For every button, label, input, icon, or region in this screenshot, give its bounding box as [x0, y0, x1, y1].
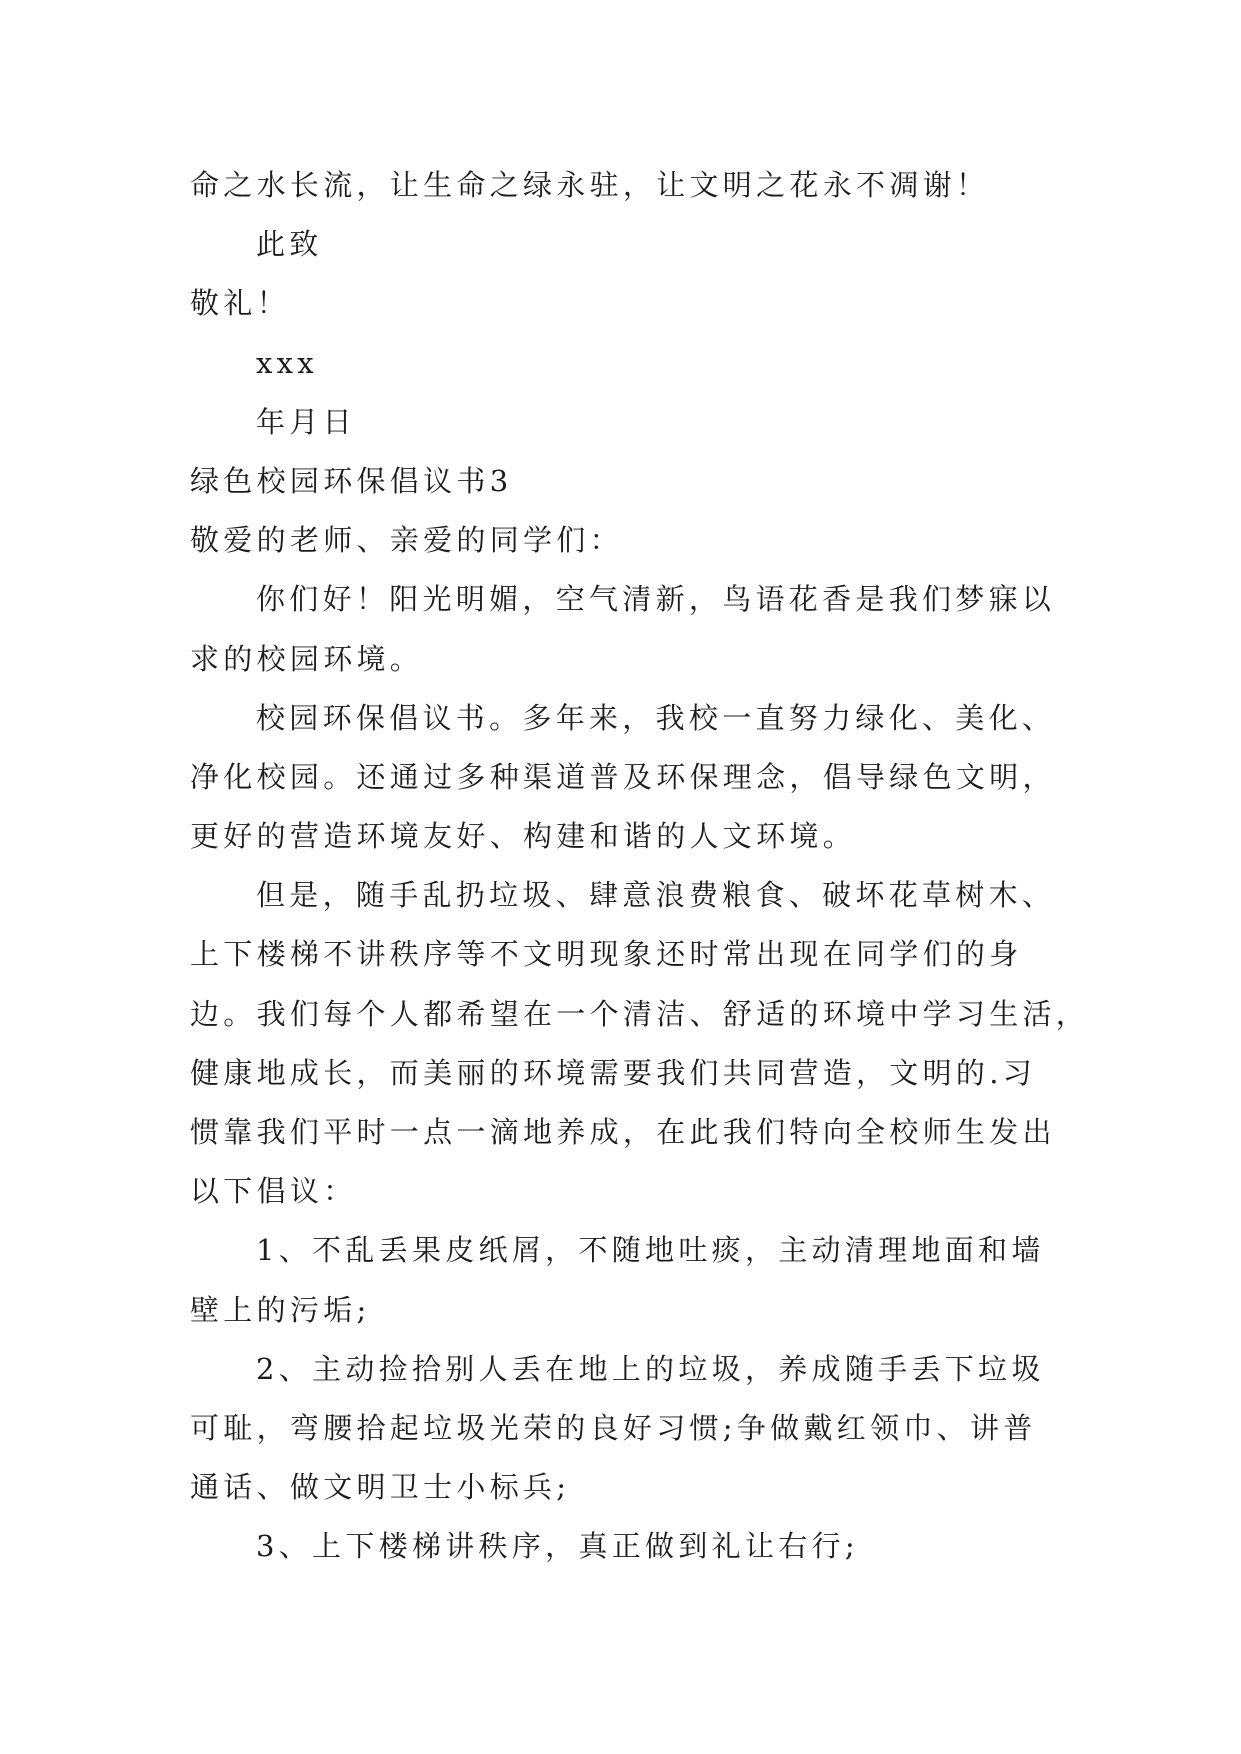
closing-salutation-line-1: 此致 [256, 227, 323, 262]
paragraph-line: 更好的营造环境友好、构建和谐的人文环境。 [190, 819, 857, 854]
proposal-item-2 [190, 1340, 1110, 1518]
paragraph-line: 但是，随手乱扔垃圾、肆意浪费粮食、破坏花草树木、 [256, 878, 1056, 913]
proposal-item-3 [190, 1517, 1110, 1576]
paragraph-line: 你们好！阳光明媚，空气清新，鸟语花香是我们梦寐以 [256, 582, 1056, 617]
paragraph-problems [190, 866, 1110, 1221]
proposal-line: 2、主动捡拾别人丢在地上的垃圾，养成随手丢下垃圾 [256, 1351, 1045, 1386]
paragraph-line: 健康地成长，而美丽的环境需要我们共同营造，文明的.习 [190, 1055, 1037, 1090]
date-line: 年月日 [256, 404, 356, 439]
paragraph-line: 校园环保倡议书。多年来，我校一直努力绿化、美化、 [256, 700, 1056, 735]
proposal-line: 可耻，弯腰拾起垃圾光荣的良好习惯;争做戴红领巾、讲普 [190, 1410, 1037, 1445]
paragraph-background [190, 689, 1110, 867]
paragraph-line: 边。我们每个人都希望在一个清洁、舒适的环境中学习生活， [190, 996, 1090, 1031]
greeting: 敬爱的老师、亲爱的同学们： [190, 523, 623, 558]
section-title: 绿色校园环保倡议书3 [190, 463, 513, 498]
proposal-line: 壁上的污垢; [190, 1292, 371, 1327]
letter-closing [190, 156, 1110, 452]
paragraph-line: 惯靠我们平时一点一滴地养成，在此我们特向全校师生发出 [190, 1115, 1056, 1149]
proposal-line: 1、不乱丢果皮纸屑，不随地吐痰，主动清理地面和墙 [256, 1233, 1045, 1268]
signature: xxx [256, 345, 318, 380]
paragraph-line: 求的校园环境。 [190, 641, 424, 676]
proposal-line: 通话、做文明卫士小标兵; [190, 1470, 571, 1505]
paragraph-line: 净化校园。还通过多种渠道普及环保理念，倡导绿色文明， [190, 759, 1056, 794]
proposal-line: 3、上下楼梯讲秩序，真正做到礼让右行; [256, 1529, 859, 1564]
document-body [190, 156, 1110, 1577]
closing-continuation-line: 命之水长流，让生命之绿永驻，让文明之花永不凋谢！ [190, 168, 990, 202]
paragraph-opening [190, 570, 1110, 688]
closing-salutation-line-2: 敬礼！ [190, 286, 290, 321]
paragraph-line: 上下楼梯不讲秩序等不文明现象还时常出现在同学们的身 [190, 937, 1023, 972]
proposal-item-1 [190, 1221, 1110, 1339]
paragraph-line: 以下倡议： [190, 1174, 357, 1209]
